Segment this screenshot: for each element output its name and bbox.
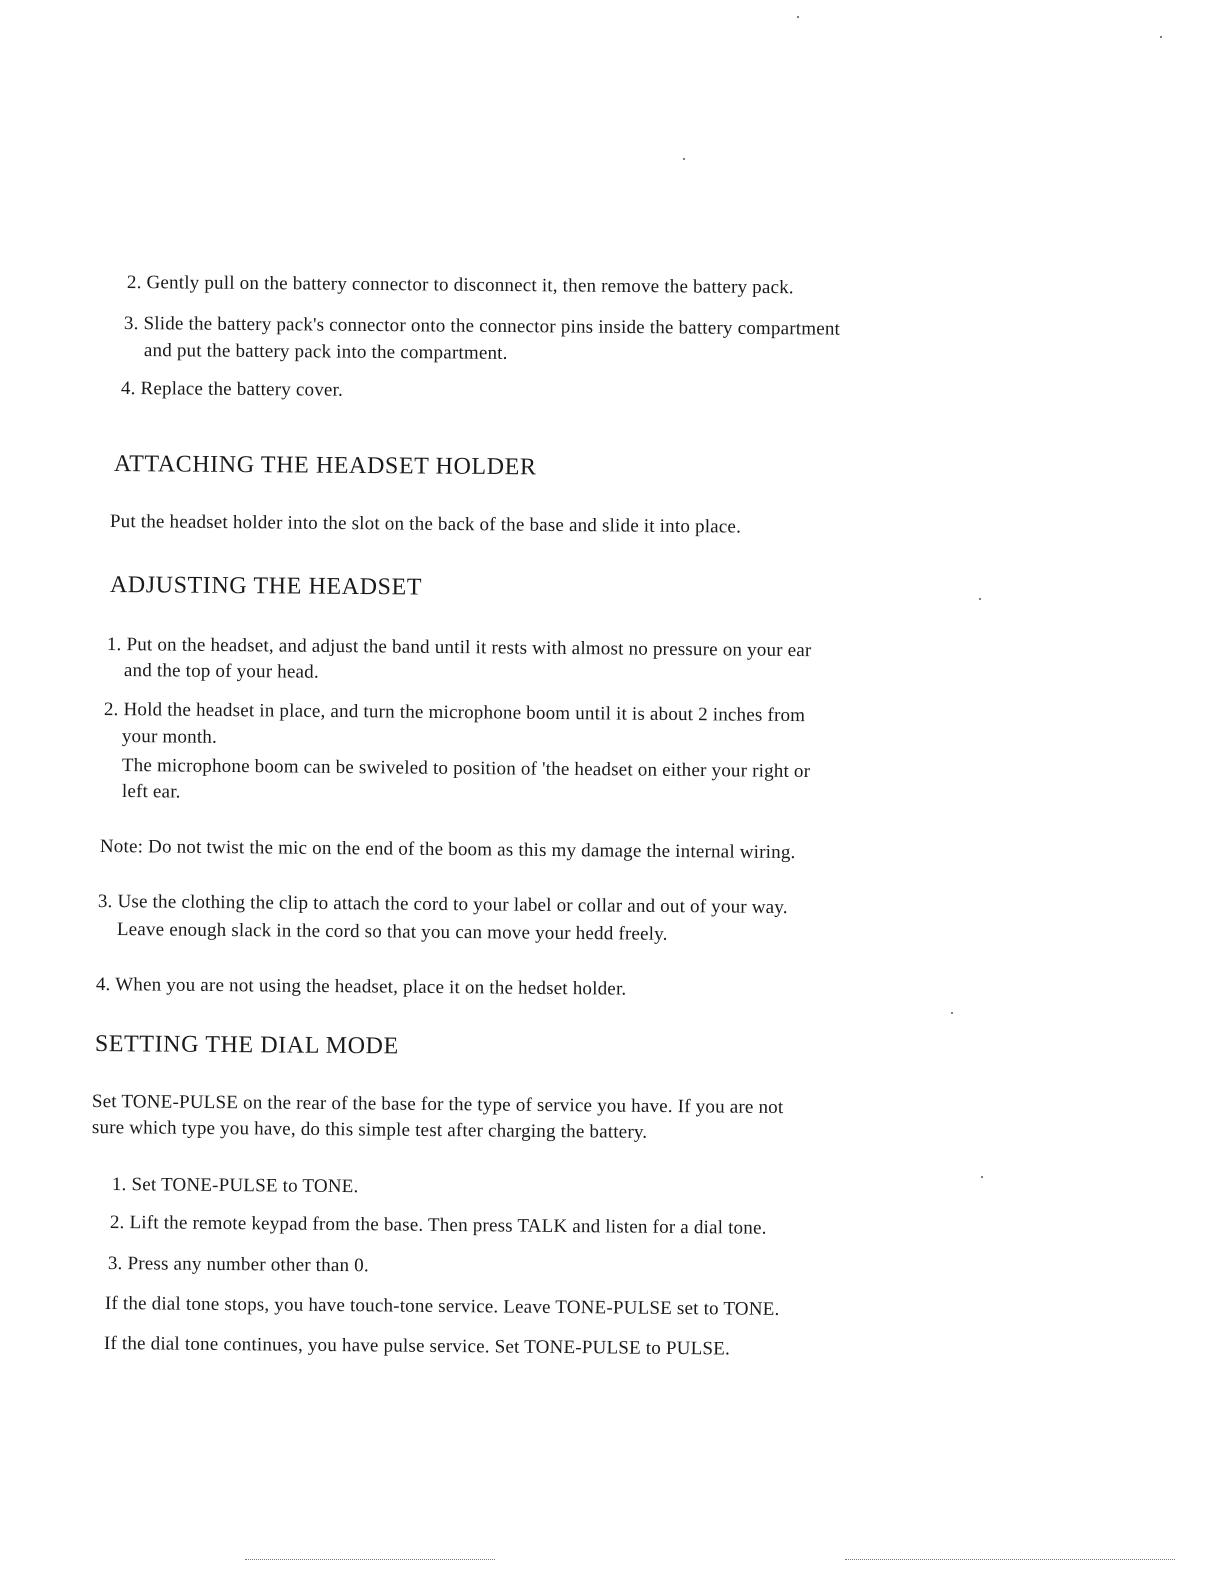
- battery-step-3-line-1: 3. Slide the battery pack's connector onto the connector pins inside the battery compartment: [123, 313, 841, 340]
- dial-mode-intro-line-2: sure which type you have, do this simple test after charging the battery.: [91, 1117, 648, 1143]
- scan-speck: [797, 16, 799, 18]
- scan-artifact-line: [245, 1559, 495, 1561]
- headset-step-3-line-1: 3. Use the clothing the clip to attach the cord to your label or collar and out of your way.: [97, 891, 788, 919]
- battery-step-3-line-2: and put the battery pack into the compartment.: [143, 340, 508, 364]
- section-heading-attaching-holder: ATTACHING THE HEADSET HOLDER: [113, 451, 537, 481]
- dial-mode-step-1: 1. Set TONE-PULSE to TONE.: [111, 1174, 359, 1198]
- scan-speck: [683, 158, 685, 160]
- headset-step-2-line-3: The microphone boom can be swiveled to position of 'the headset on either your right or: [121, 755, 811, 783]
- headset-step-1-line-1: 1. Put on the headset, and adjust the band until it rests with almost no pressure on your ear: [106, 634, 812, 662]
- dial-mode-step-2: 2. Lift the remote keypad from the base. Then press TALK and listen for a dial tone.: [109, 1212, 767, 1239]
- section-heading-adjusting-headset: ADJUSTING THE HEADSET: [109, 572, 423, 601]
- scan-speck: [979, 598, 981, 600]
- scan-speck: [951, 1012, 953, 1014]
- dial-mode-intro-line-1: Set TONE-PULSE on the rear of the base for the type of service you have. If you are not: [91, 1091, 784, 1119]
- headset-step-2-line-4: left ear.: [121, 781, 181, 803]
- headset-step-3-line-2: Leave enough slack in the cord so that you can move your hedd freely.: [116, 919, 668, 945]
- headset-note: Note: Do not twist the mic on the end of the boom as this my damage the internal wiring.: [99, 836, 796, 864]
- scan-artifact-line: [845, 1559, 1175, 1561]
- dial-mode-step-3: 3. Press any number other than 0.: [107, 1253, 369, 1277]
- scan-speck: [1160, 36, 1162, 38]
- headset-step-4: 4. When you are not using the headset, place it on the hedset holder.: [95, 974, 627, 1000]
- scan-speck: [981, 1176, 983, 1178]
- section-heading-dial-mode: SETTING THE DIAL MODE: [94, 1031, 399, 1060]
- dial-mode-result-touch-tone: If the dial tone stops, you have touch-tone service. Leave TONE-PULSE set to TONE.: [104, 1293, 780, 1320]
- headset-step-2-line-2: your month.: [121, 726, 218, 748]
- dial-mode-result-pulse: If the dial tone continues, you have pulse service. Set TONE-PULSE to PULSE.: [103, 1333, 731, 1360]
- headset-step-2-line-1: 2. Hold the headset in place, and turn the microphone boom until it is about 2 inches from: [103, 699, 806, 727]
- battery-step-4: 4. Replace the battery cover.: [120, 378, 344, 401]
- battery-step-2: 2. Gently pull on the battery connector to disconnect it, then remove the battery pack.: [126, 272, 794, 299]
- headset-step-1-line-2: and the top of your head.: [123, 660, 319, 683]
- attaching-holder-text: Put the headset holder into the slot on the back of the base and slide it into place.: [109, 511, 742, 538]
